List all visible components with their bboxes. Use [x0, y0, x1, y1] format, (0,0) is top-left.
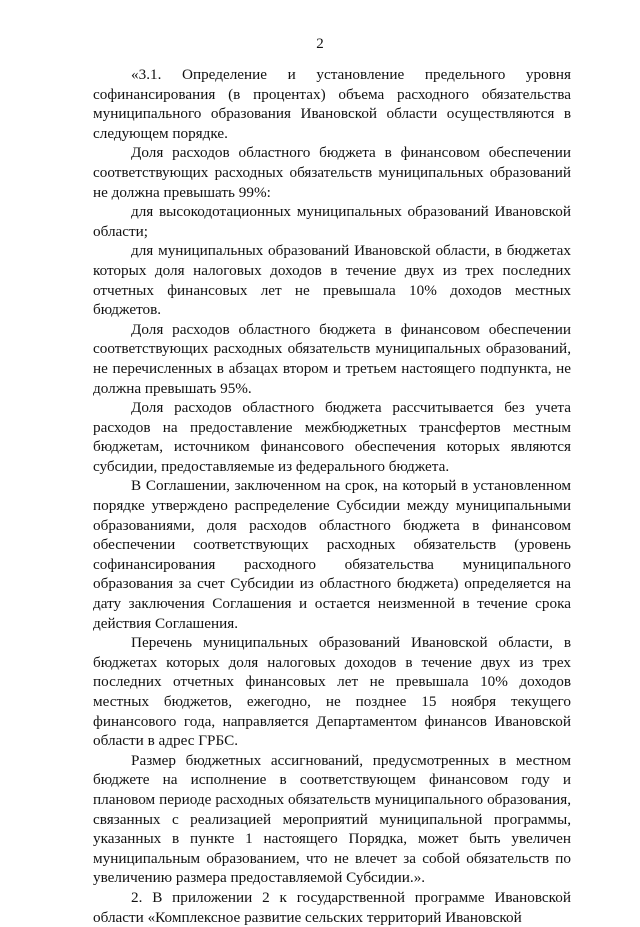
paragraph-appendix-2: 2. В приложении 2 к государственной программе Ивановской области «Комплексное развитие сельских территорий Ивановской: [93, 888, 571, 926]
paragraph-3-1-heading: «3.1. Определение и установление предельного уровня софинансирования (в процентах) объема расходного обязательства муниципального образования Ивановской области осуществляются в следующем порядке.: [93, 66, 571, 142]
paragraph-tax-share: для муниципальных образований Ивановской области, в бюджетах которых доля налоговых доходов в течение двух из трех последних отчетных финансовых лет не превышала 10% доходов местных бюджетов.: [93, 242, 571, 319]
paragraph-share-95: Доля расходов областного бюджета в финансовом обеспечении соответствующих расходных обязательств муниципальных образований, не перечисленных в абзацах втором и третьем настоящего подпункта, не должна превышать 95%.: [93, 320, 571, 397]
paragraph-high-subsidy: для высокодотационных муниципальных образований Ивановской области;: [93, 203, 571, 240]
paragraph-agreement: В Соглашении, заключенном на срок, на который в установленном порядке утверждено распределение Субсидии между муниципальными образованиями, доля расходов областного бюджета в финансовом обеспечении соответствующих расходных обязательств (уровень софинансирования расходного обязательства муниципального образования за счет Субсидии из областного бюджета) определяется на дату заключения Соглашения и остается неизменной в течение срока действия Соглашения.: [93, 477, 571, 632]
paragraph-calculation: Доля расходов областного бюджета рассчитывается без учета расходов на предоставление межбюджетных трансфертов местным бюджетам, источником финансового обеспечения которых являются субсидии, предоставляемые из федерального бюджета.: [93, 399, 571, 475]
page-number: 2: [316, 36, 324, 52]
paragraph-share-99: Доля расходов областного бюджета в финансовом обеспечении соответствующих расходных обязательств муниципальных образований не должна превышать 99%:: [93, 144, 571, 201]
paragraph-allocations: Размер бюджетных ассигнований, предусмотренных в местном бюджете на исполнение в соответствующем финансовом году и плановом периоде расходных обязательств муниципального образования, связанных с реализацией мероприятий муниципальной программы, указанных в пункте 1 настоящего Порядка, может быть увеличен муниципальным образованием, что не влечет за собой обязательств по увеличению размера предоставляемой Субсидии.».: [93, 751, 571, 887]
paragraph-list: Перечень муниципальных образований Ивановской области, в бюджетах которых доля налоговых доходов в течение двух из трех последних отчетных финансовых лет не превышала 10% доходов местных бюджетов, ежегодно, не позднее 15 ноября текущего финансового года, направляется Департаментом финансов Ивановской области в адрес ГРБС.: [93, 634, 571, 750]
document-body: [93, 65, 571, 927]
